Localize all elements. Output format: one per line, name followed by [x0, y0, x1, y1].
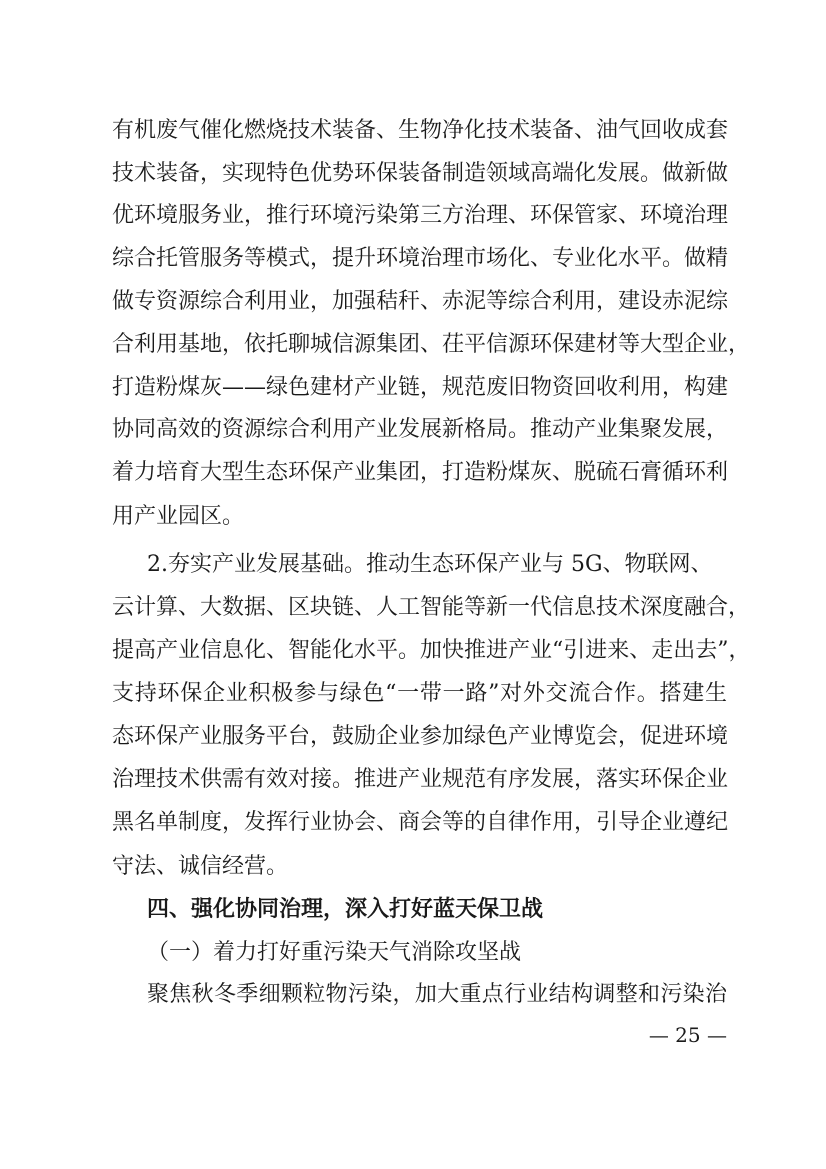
body-text-line: 协同高效的资源综合利用产业发展新格局。推动产业集聚发展，	[112, 417, 729, 442]
body-text-line: 治理技术供需有效对接。推进产业规范有序发展，落实环保企业	[112, 767, 729, 792]
body-text-line: 用产业园区。	[112, 504, 245, 529]
body-text-line: 支持环保企业积极参与绿色“一带一路”对外交流合作。搭建生	[112, 681, 727, 706]
body-text-line: 优环境服务业，推行环境污染第三方治理、环保管家、环境治理	[112, 203, 729, 228]
body-text-line: 着力培育大型生态环保产业集团，打造粉煤灰、脱硫石膏循环利	[112, 460, 729, 485]
body-text-line: 云计算、大数据、区块链、人工智能等新一代信息技术深度融合，	[112, 595, 751, 620]
body-text-line: 综合托管服务等模式，提升环境治理市场化、专业化水平。做精	[112, 246, 729, 271]
subsection-heading: （一）着力打好重污染天气消除攻坚战	[147, 940, 522, 965]
body-text-line: 有机废气催化燃烧技术装备、生物净化技术装备、油气回收成套	[112, 118, 729, 143]
body-text-line: 技术装备，实现特色优势环保装备制造领域高端化发展。做新做	[112, 161, 729, 186]
body-text-line: 提高产业信息化、智能化水平。加快推进产业“引进来、走出去”，	[112, 638, 751, 663]
page-number: — 25 —	[648, 1023, 727, 1047]
body-text-line: 做专资源综合利用业，加强秸秆、赤泥等综合利用，建设赤泥综	[112, 289, 729, 314]
body-text-line: 黑名单制度，发挥行业协会、商会等的自律作用，引导企业遵纪	[112, 810, 729, 835]
body-text-line: 打造粉煤灰——绿色建材产业链，规范废旧物资回收利用，构建	[112, 375, 729, 400]
body-text-line: 合利用基地，依托聊城信源集团、茌平信源环保建材等大型企业，	[112, 332, 751, 357]
paragraph-first-line: 2.夯实产业发展基础。推动生态环保产业与 5G、物联网、	[147, 552, 713, 577]
body-text-line: 守法、诚信经营。	[112, 854, 289, 879]
section-heading: 四、强化协同治理，深入打好蓝天保卫战	[147, 897, 544, 922]
body-text-line: 态环保产业服务平台，鼓励企业参加绿色产业博览会，促进环境	[112, 724, 729, 749]
paragraph-first-line: 聚焦秋冬季细颗粒物污染，加大重点行业结构调整和污染治	[147, 982, 727, 1007]
